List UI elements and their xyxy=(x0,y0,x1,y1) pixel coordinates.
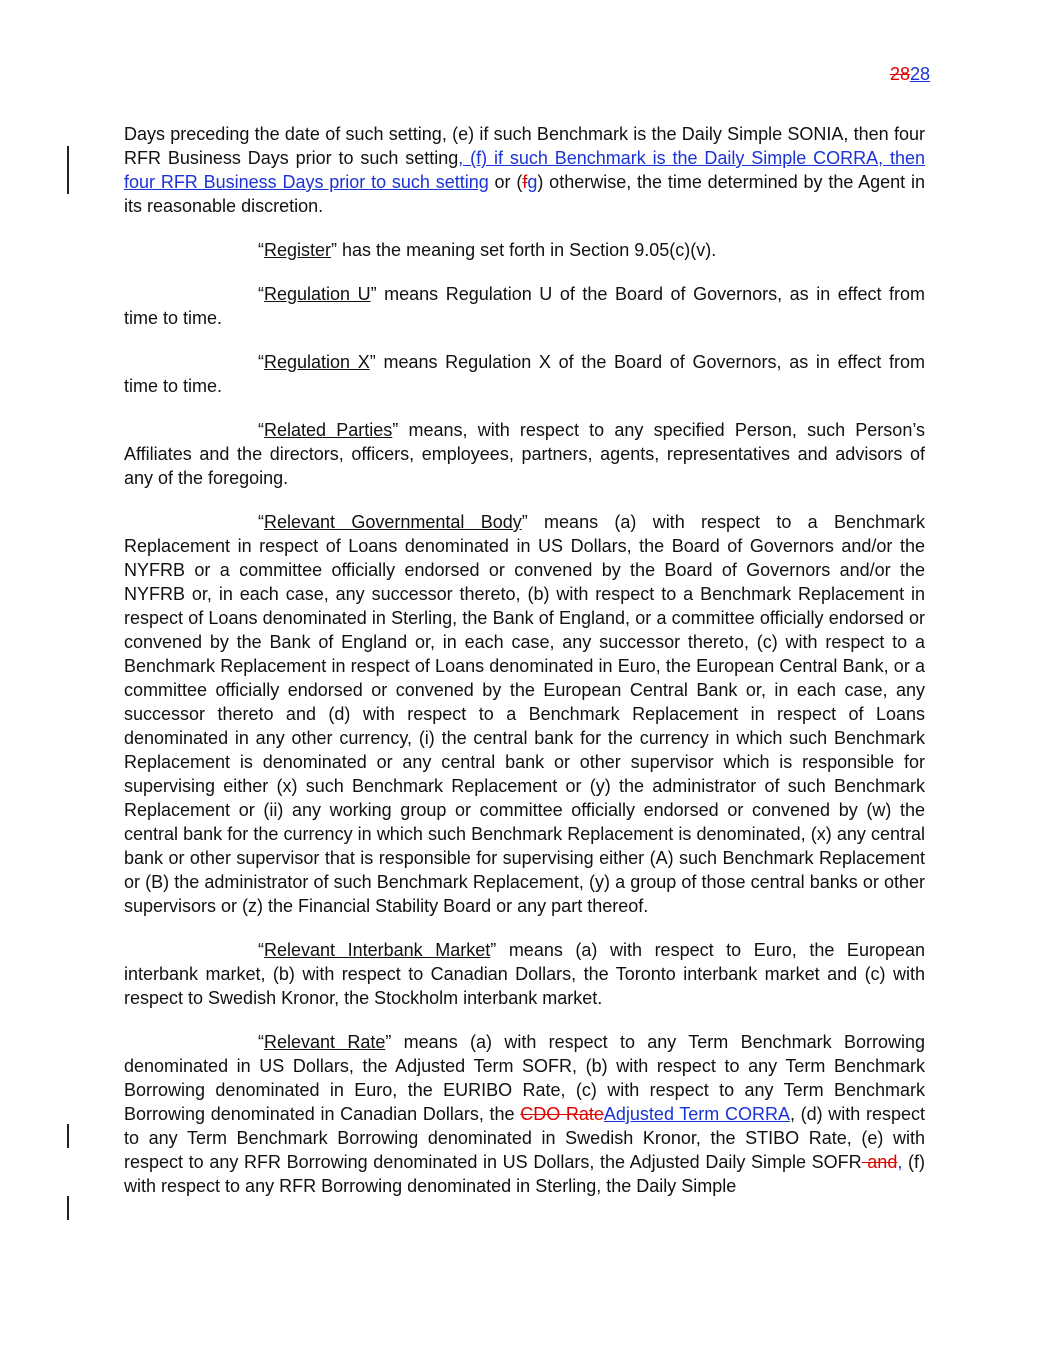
document-body xyxy=(124,122,925,1198)
defined-term: Relevant Rate xyxy=(264,1032,386,1052)
change-bar xyxy=(67,1124,69,1148)
text-run: ) otherwise, the time determined by the Agent in its reasonable discretion. xyxy=(124,172,925,216)
definition-relevant-governmental-body: “Relevant Governmental Body” means (a) with respect to a Benchmark Replacement in respect of Loans denominated in US Dollars, the Board of Governors and/or the NYFRB or a committee officially endorsed or convened by the Board of Governors and/or the NYFRB or, in each case, any successor thereto, (b) with respect to a Benchmark Replacement in respect of Loans denominated in Sterling, the Bank of England, or a committee officially endorsed or convened by the Bank of England or, in each case, any successor thereto, (c) with respect to a Benchmark Replacement in respect of Loans denominated in Euro, the European Central Bank, or a committee officially endorsed or convened by the European Central Bank or, in each case, any successor thereto and (d) with respect to a Benchmark Replacement in respect of Loans denominated in any other currency, (i) the central bank for the currency in which such Benchmark Replacement is denominated or any central bank or other supervisor which is responsible for supervising either (x) such Benchmark Replacement or (y) the administrator of such Benchmark Replacement or (ii) any working group or committee officially endorsed or convened by (w) the central bank for the currency in which such Benchmark Replacement is denominated, (x) any central bank or other supervisor that is responsible for supervising either (A) such Benchmark Replacement or (B) the administrator of such Benchmark Replacement, (y) a group of those central banks or other supervisors or (z) the Financial Stability Board or any part thereof. xyxy=(124,512,926,916)
inserted-text: g xyxy=(527,172,538,192)
inserted-text: Adjusted Term CORRA xyxy=(603,1104,790,1124)
text-run: or ( xyxy=(488,172,523,192)
deleted-text: f xyxy=(522,172,528,192)
deleted-text: and xyxy=(861,1152,898,1172)
inserted-page-number: 28 xyxy=(909,64,930,84)
definition-regulation-x: “Regulation X” means Regulation X of the Board of Governors, as in effect from time to time. xyxy=(124,352,925,396)
defined-term: Regulation U xyxy=(264,284,371,304)
deleted-page-number: 28 xyxy=(889,64,910,84)
text-run: Days preceding the date of such setting, (e) if such Benchmark is the Daily Simple SONIA, then four RFR Business Days prior to such setting xyxy=(124,124,925,168)
definition-register: “Register” has the meaning set forth in Section 9.05(c)(v). xyxy=(258,240,717,260)
inserted-text: , xyxy=(897,1152,903,1172)
definition-relevant-rate: “Relevant Rate” means (a) with respect to any Term Benchmark Borrowing denominated in US Dollars, the Adjusted Term SOFR, (b) with respect to any Term Benchmark Borrowing denominated in Euro, the EURIBO Rate, (c) with respect to any Term Benchmark Borrowing denominated in Canadian Dollars, the CDO RateAdjusted Term CORRA, (d) with respect to any Term Benchmark Borrowing denominated in Swedish Kronor, the STIBO Rate, (e) with respect to any RFR Borrowing denominated in US Dollars, the Adjusted Daily Simple SOFR and, (f) with respect to any RFR Borrowing denominated in Sterling, the Daily Simple xyxy=(124,1032,925,1196)
change-bar xyxy=(67,1196,69,1220)
defined-term: Relevant Interbank Market xyxy=(264,940,491,960)
deleted-text: CDO Rate xyxy=(520,1104,604,1124)
change-bar xyxy=(67,146,69,194)
page-number xyxy=(890,64,930,85)
definition-regulation-u: “Regulation U” means Regulation U of the Board of Governors, as in effect from time to time. xyxy=(124,284,925,328)
defined-term: Related Parties xyxy=(264,420,393,440)
defined-term: Regulation X xyxy=(264,352,370,372)
defined-term: Register xyxy=(264,240,332,260)
defined-term: Relevant Governmental Body xyxy=(264,512,522,532)
definition-related-parties: “Related Parties” means, with respect to any specified Person, such Person’s Affiliates and the directors, officers, employees, partners, agents, representatives and advisors of any of the foregoing. xyxy=(124,420,925,488)
paragraph-continuation xyxy=(124,122,925,218)
definition-relevant-interbank-market: “Relevant Interbank Market” means (a) with respect to Euro, the European interbank market, (b) with respect to Canadian Dollars, the Toronto interbank market and (c) with respect to Swedish Kronor, the Stockholm interbank market. xyxy=(124,940,925,1008)
inserted-text: , (f) if such Benchmark is the Daily Simple CORRA, then four RFR Business Days prior to such setting xyxy=(124,148,925,192)
